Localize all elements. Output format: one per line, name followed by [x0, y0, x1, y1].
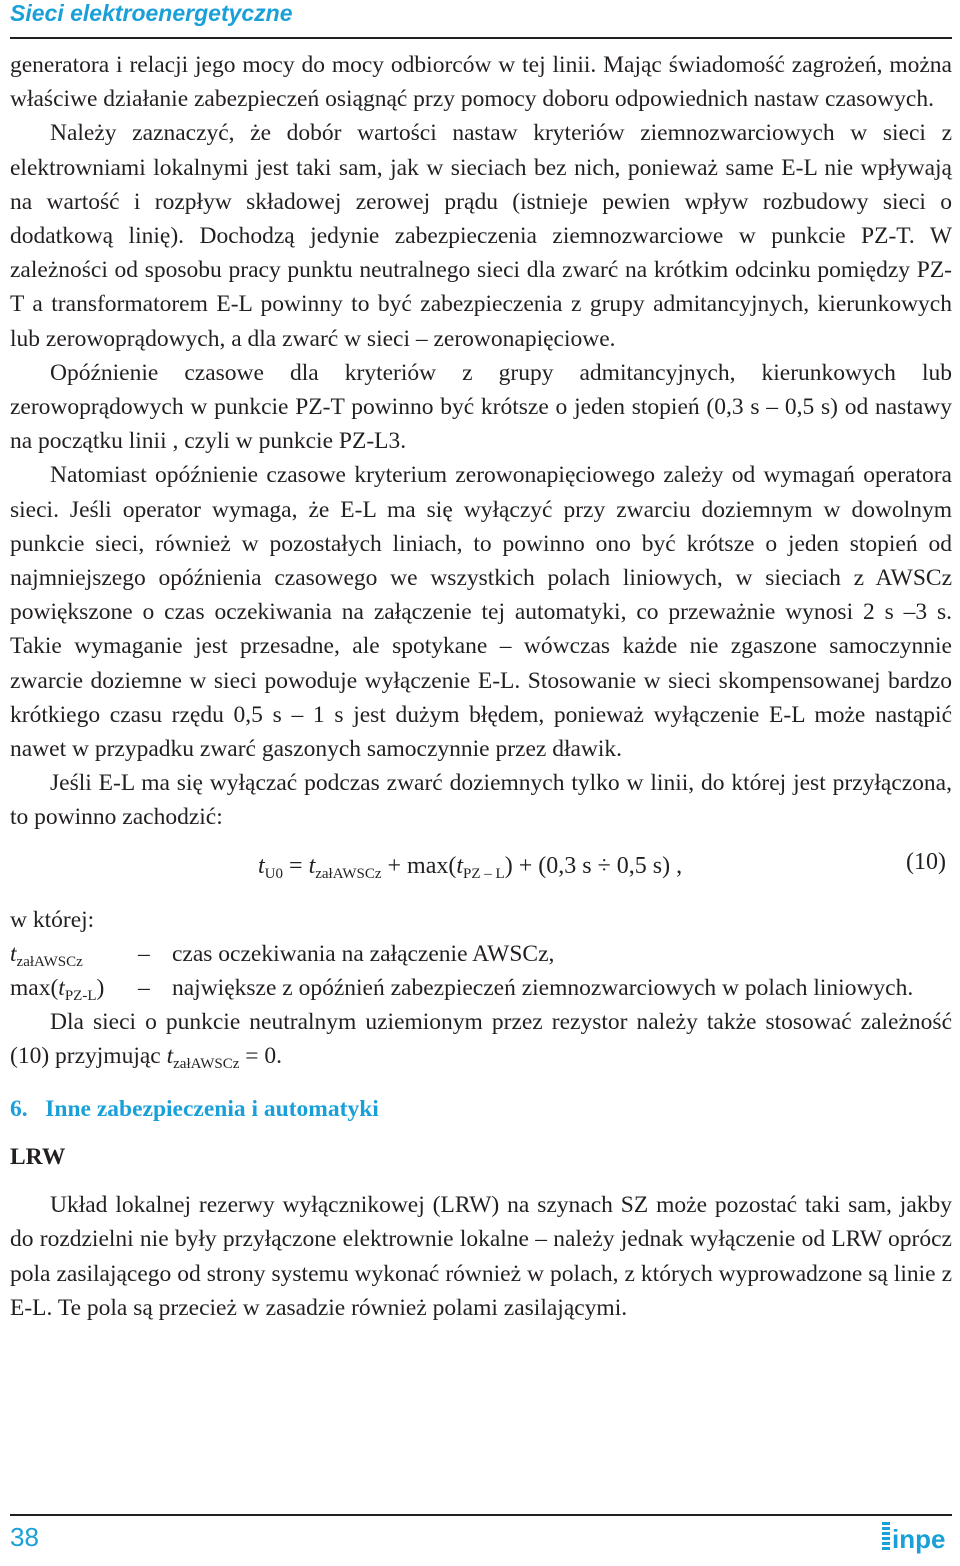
- running-header: Sieci elektroenergetyczne: [10, 0, 293, 26]
- equation-expression: $t_{U0} = t_{załAWSCz} + \max(t_{PZ - L}) + (0,3$ s ÷ 0,5 s) ,: [258, 852, 683, 882]
- logo-text: inpe: [892, 1524, 946, 1554]
- paragraph: Natomiast opóźnienie czasowe kryterium zerowonapięciowego zależy od wymagań operatora sieci. Jeśli operator wymaga, że E-L ma się wyłączyć przy zwarciu doziemnym w dowolnym punkcie sieci, również w pozostałych liniach, to powinno ono być krótsze o jeden stopień od najmniejszego opóźnienia czasowego we wszystkich polach liniowych, w sieciach z AWSCz powiększone o czas oczekiwania na załączenie tej automatyki, co przeważnie wynosi 2 s –3 s. Takie wymaganie jest przesadne, ale spotykane – wówczas każde nie zgaszone samoczynnie zwarcie doziemne w sieci powoduje wyłączenie E-L. Stosowanie w sieci skompensowanej bardzo krótkiego czasu rzędu 0,5 s – 1 s jest dużym błędem, ponieważ wyłączenie E-L może nastąpić nawet w przypadku zwarć gaszonych samoczynnie przez dławik.: [10, 462, 952, 763]
- definition-symbol: $\max(t_{PZ-L})$: [10, 975, 105, 1005]
- footer-rule: [10, 1514, 952, 1516]
- definition-text: największe z opóźnień zabezpieczeń ziemnozwarciowych w polach liniowych.: [172, 975, 914, 1002]
- inpe-logo: [880, 1518, 952, 1556]
- definition-text: czas oczekiwania na załączenie AWSCz,: [172, 940, 555, 967]
- definition-dash: –: [138, 940, 150, 967]
- definition-item: [10, 937, 952, 971]
- where-label: w której:: [10, 906, 95, 933]
- equation-number: (10): [906, 848, 946, 875]
- header-rule: [10, 37, 952, 39]
- definition-symbol: $t_{załAWSCz}$: [10, 940, 83, 970]
- section-heading: 6. Inne zabezpieczenia i automatyki: [10, 1095, 379, 1122]
- definition-item: [10, 971, 952, 1005]
- paragraph: Opóźnienie czasowe dla kryteriów z grupy admitancyjnych, kierunkowych lub zerowoprądowych w punkcie PZ-T powinno być krótsze o jeden stopień (0,3 s – 0,5 s) od nastawy na początku linii , czyli w punkcie PZ-L3.: [10, 359, 952, 455]
- paragraph: generatora i relacji jego mocy do mocy odbiorców w tej linii. Mając świadomość zagrożeń, można właściwe działanie zabezpieczeń osiągnąć przy pomocy doboru odpowiednich nastaw czasowych.: [10, 52, 952, 113]
- equation-10: [10, 835, 952, 903]
- page-number: 38: [10, 1522, 39, 1552]
- paragraph: Należy zaznaczyć, że dobór wartości nastaw kryteriów ziemnozwarciowych w sieci z elektrowniami lokalnymi jest taki sam, jak w sieciach bez nich, ponieważ same E-L nie wpływają na wartość i rozpływ składowej zerowej prądu (istnieje pewien wpływ rozbudowy sieci o dodatkową linię). Dochodzą jedynie zabezpieczenia ziemnozwarciowe w punkcie PZ-T. W zależności od sposobu pracy punktu neutralnego sieci dla zwarć na krótkim odcinku pomiędzy PZ-T a transformatorem E-L powinny to być zabezpieczenia z grupy admitancyjnych, kierunkowych lub zerowoprądowych, a dla zwarć w sieci – zerowonapięciowe.: [10, 120, 952, 352]
- definition-dash: –: [138, 975, 150, 1002]
- article-body: [10, 48, 952, 1325]
- subsection-heading: LRW: [10, 1143, 66, 1170]
- paragraph: Jeśli E-L ma się wyłączać podczas zwarć doziemnych tylko w linii, do której jest przyłączona, to powinno zachodzić:: [10, 770, 952, 831]
- paragraph: Układ lokalnej rezerwy wyłącznikowej (LRW) na szynach SZ może pozostać taki sam, jakby do rozdzielni nie były przyłączone elektrownie lokalne – należy jednak wyłączenie od LRW oprócz pola zasilającego od strony systemu wykonać również w polach, z których wyprowadzone są linie z E-L. Te pola są przecież w zasadzie również polami zasilającymi.: [10, 1192, 952, 1321]
- paragraph: Dla sieci o punkcie neutralnym uziemionym przez rezystor należy także stosować zależność (10) przyjmując $t_{załAWSCz} = 0$.: [10, 1009, 952, 1073]
